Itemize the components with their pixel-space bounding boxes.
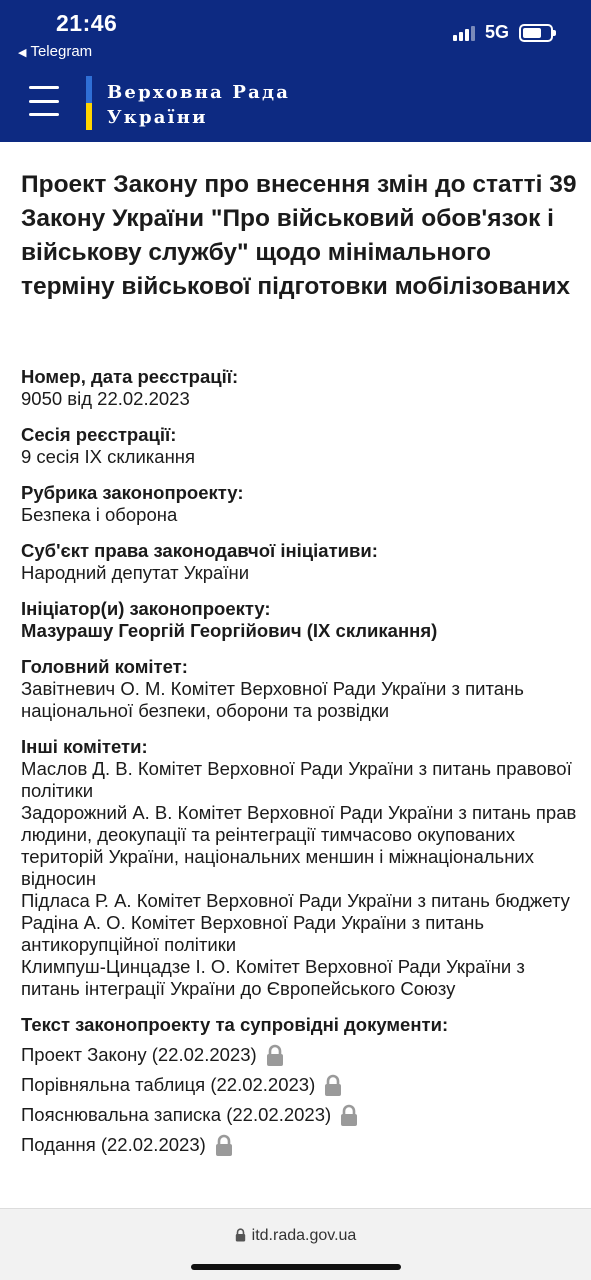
- field-value: Народний депутат України: [21, 562, 250, 583]
- document-link[interactable]: [21, 1134, 577, 1156]
- field-subject: [21, 540, 577, 584]
- status-indicators: [453, 22, 553, 43]
- field-label: Рубрика законопроекту:: [21, 482, 244, 503]
- field-initiator: [21, 598, 577, 642]
- document-link[interactable]: [21, 1044, 577, 1066]
- url-display[interactable]: [0, 1227, 591, 1247]
- field-rubric: [21, 482, 577, 526]
- back-to-app-link[interactable]: [18, 43, 92, 60]
- lock-icon: [265, 1044, 285, 1066]
- committee-item: Радіна А. О. Комітет Верховної Ради України з питань антикорупційної політики: [21, 912, 485, 955]
- menu-icon[interactable]: [29, 86, 59, 116]
- document-link[interactable]: [21, 1074, 577, 1096]
- browser-address-bar[interactable]: [0, 1208, 591, 1280]
- field-value: 9 сесія IX скликання: [21, 446, 196, 467]
- site-logo[interactable]: [107, 80, 290, 130]
- field-label: Ініціатор(и) законопроекту:: [21, 598, 271, 619]
- logo-line1: Верховна Рада: [107, 82, 291, 103]
- url-text: itd.rada.gov.ua: [251, 1227, 357, 1244]
- home-indicator[interactable]: [191, 1264, 401, 1270]
- committee-item: Підласа Р. А. Комітет Верховної Ради України з питань бюджету: [21, 890, 570, 911]
- field-documents: [21, 1014, 577, 1156]
- field-label: Головний комітет:: [21, 656, 188, 677]
- field-value: Безпека і оборона: [21, 504, 178, 525]
- signal-icon: [453, 25, 475, 41]
- field-other-committees: [21, 736, 577, 1000]
- network-type: 5G: [484, 22, 509, 42]
- committee-item: Задорожний А. В. Комітет Верховної Ради України з питань прав людини, деокупації та реінтеграції тимчасово окупованих територій України, національних меншин і міжнаціональних відносин: [21, 802, 577, 889]
- field-value: 9050 від 22.02.2023: [21, 388, 190, 409]
- logo-line2: України: [107, 107, 208, 128]
- lock-icon: [214, 1134, 234, 1156]
- back-app-label: Telegram: [30, 43, 93, 60]
- field-value: Завітневич О. М. Комітет Верховної Ради України з питань національної безпеки, оборони та розвідки: [21, 678, 524, 721]
- document-link[interactable]: [21, 1104, 577, 1126]
- page-title: Проект Закону про внесення змін до статті 39 Закону України "Про військовий обов'язок і військову службу" щодо мінімального терміну військової підготовки мобілізованих: [21, 171, 577, 300]
- site-header: [0, 0, 591, 142]
- back-arrow-icon: ◀: [18, 47, 27, 59]
- secure-lock-icon: [235, 1228, 246, 1247]
- flag-stripe: [86, 76, 92, 130]
- status-time: 21:46: [56, 10, 118, 36]
- lock-icon: [323, 1074, 343, 1096]
- document-label: Порівняльна таблиця (22.02.2023): [21, 1074, 316, 1095]
- document-label: Подання (22.02.2023): [21, 1134, 206, 1155]
- initiator-link[interactable]: Мазурашу Георгій Георгійович (IX скликання): [21, 620, 438, 641]
- document-label: Пояснювальна записка (22.02.2023): [21, 1104, 332, 1125]
- field-label: Інші комітети:: [21, 736, 148, 757]
- battery-icon: [519, 24, 553, 42]
- field-label: Сесія реєстрації:: [21, 424, 177, 445]
- field-main-committee: [21, 656, 577, 722]
- field-reg-number: [21, 366, 577, 410]
- lock-icon: [339, 1104, 359, 1126]
- main-content: [21, 168, 577, 1170]
- committee-item: Климпуш-Цинцадзе І. О. Комітет Верховної Ради України з питань інтеграції України до Європейського Союзу: [21, 956, 525, 999]
- field-label: Номер, дата реєстрації:: [21, 366, 239, 387]
- field-session: [21, 424, 577, 468]
- field-label: Суб'єкт права законодавчої ініціативи:: [21, 540, 378, 561]
- bill-details: [21, 366, 577, 1156]
- committee-item: Маслов Д. В. Комітет Верховної Ради України з питань правової політики: [21, 758, 572, 801]
- field-label: Текст законопроекту та супровідні документи:: [21, 1014, 449, 1035]
- document-label: Проект Закону (22.02.2023): [21, 1044, 257, 1065]
